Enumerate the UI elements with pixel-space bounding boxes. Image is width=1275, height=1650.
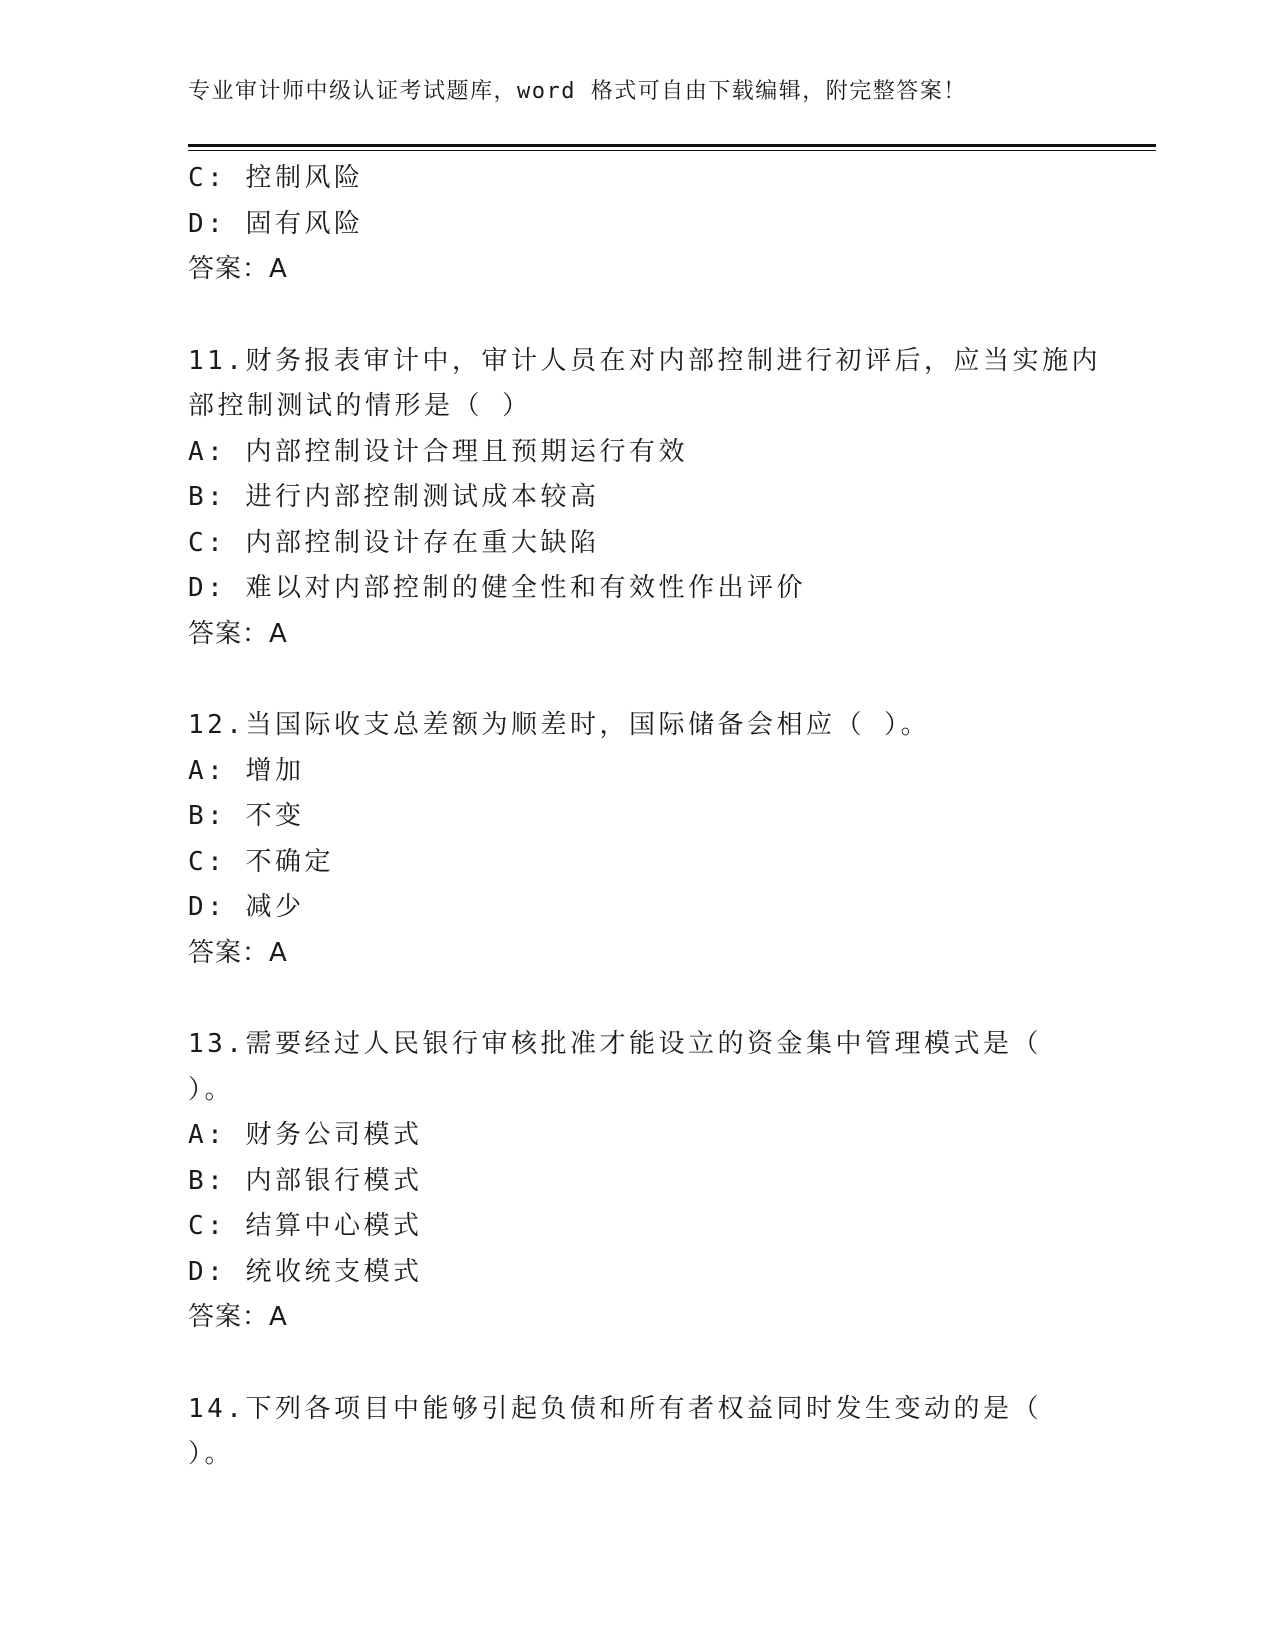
question-stem: 13.需要经过人民银行审核批准才能设立的资金集中管理模式是（: [188, 1029, 1042, 1059]
option-c: C: 不确定: [188, 846, 334, 877]
question-13: [188, 1022, 1108, 1341]
spacer: [188, 293, 1108, 339]
spacer: [188, 657, 1108, 703]
option-d: D: 固有风险: [188, 208, 364, 239]
question-10-tail: [188, 156, 1108, 293]
answer-label: 答案：A: [188, 1302, 288, 1332]
option-b: B: 不变: [188, 801, 305, 831]
option-a: A: 财务公司模式: [188, 1120, 423, 1150]
question-stem: 12.当国际收支总差额为顺差时，国际储备会相应（ ）。: [188, 710, 931, 740]
option-d: D: 减少: [188, 892, 305, 922]
question-stem-continued: ）。: [188, 1074, 235, 1105]
spacer: [188, 1341, 1108, 1387]
question-11: [188, 339, 1108, 658]
header-divider-thick: [188, 144, 1156, 147]
option-a: A: 增加: [188, 755, 305, 786]
spacer: [188, 976, 1108, 1022]
option-d: D: 难以对内部控制的健全性和有效性作出评价: [188, 573, 806, 603]
question-stem-continued: 部控制测试的情形是（ ）: [188, 391, 532, 421]
question-stem-continued: ）。: [188, 1439, 235, 1469]
header-divider-thin: [188, 150, 1156, 151]
option-c: C: 内部控制设计存在重大缺陷: [188, 527, 600, 558]
question-stem: 14.下列各项目中能够引起负债和所有者权益同时发生变动的是（: [188, 1393, 1042, 1424]
answer-label: 答案：A: [188, 254, 288, 284]
answer-label: 答案：A: [188, 937, 288, 968]
page-header: 专业审计师中级认证考试题库，word 格式可自由下载编辑，附完整答案！: [188, 79, 967, 104]
option-a: A: 内部控制设计合理且预期运行有效: [188, 436, 688, 467]
option-d: D: 统收统支模式: [188, 1256, 423, 1287]
question-12: [188, 703, 1108, 976]
question-list: [188, 156, 1108, 1478]
question-14: [188, 1387, 1108, 1478]
option-b: B: 进行内部控制测试成本较高: [188, 482, 600, 512]
answer-label: 答案：A: [188, 618, 288, 649]
option-b: B: 内部银行模式: [188, 1165, 423, 1196]
option-c: C: 结算中心模式: [188, 1211, 423, 1241]
option-c: C: 控制风险: [188, 163, 364, 193]
question-stem: 11.财务报表审计中，审计人员在对内部控制进行初评后，应当实施内: [188, 345, 1101, 376]
